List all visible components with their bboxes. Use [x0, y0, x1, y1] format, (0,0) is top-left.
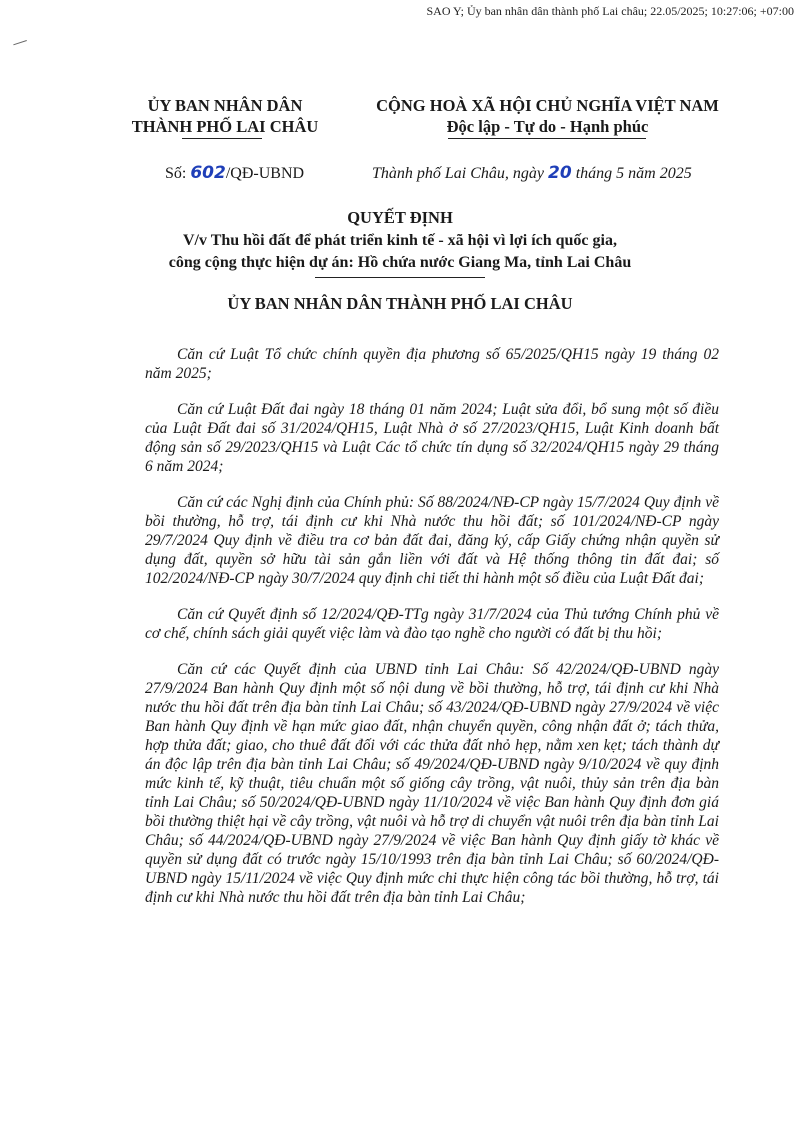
legal-basis-paragraph: Căn cứ Luật Đất đai ngày 18 tháng 01 năm 2024; Luật sửa đổi, bổ sung một số điều của Luật Đất đai số 31/2024/QH15, Luật Nhà ở số 27/2023/QH15, Luật Kinh doanh bất động sản số 29/2023/QH15 và Luật Các tổ chức tín dụng số 32/2024/QH15 ngày 29 tháng 6 năm 2024; — [145, 401, 719, 475]
docno-suffix: /QĐ-UBND — [225, 165, 305, 182]
agency-line-1: ỦY BAN NHÂN DÂN — [147, 96, 303, 115]
legal-basis-paragraph: Căn cứ Quyết định số 12/2024/QĐ-TTg ngày 31/7/2024 của Thủ tướng Chính phủ về cơ chế, chính sách giải quyết việc làm và đào tạo nghề cho người có đất bị thu hồi; — [145, 606, 719, 642]
document-type: QUYẾT ĐỊNH — [347, 208, 453, 227]
nation-line-2: Độc lập - Tự do - Hạnh phúc — [446, 117, 649, 136]
place-date-after: tháng 5 năm 2025 — [571, 165, 692, 182]
document-subject — [0, 230, 800, 274]
place-date-handwritten-day: 20 — [548, 163, 572, 183]
subject-line-2: công cộng thực hiện dự án: Hồ chứa nước Giang Ma, tỉnh Lai Châu — [168, 254, 632, 271]
subject-line-1: V/v Thu hồi đất để phát triển kinh tế - xã hội vì lợi ích quốc gia, — [183, 232, 617, 249]
digital-copy-stamp: SAO Y; Ủy ban nhân dân thành phố Lai châu; 22.05/2025; 10:27:06; +07:00 — [426, 4, 794, 18]
docno-handwritten: 602 — [190, 163, 226, 183]
national-motto — [370, 95, 725, 137]
place-and-date — [372, 163, 692, 183]
legal-basis-paragraph: Căn cứ các Quyết định của UBND tỉnh Lai Châu: Số 42/2024/QĐ-UBND ngày 27/9/2024 Ban hành Quy định một số nội dung về bồi thường, hỗ trợ, tái định cư khi Nhà nước thu hồi đất trên địa bàn tỉnh Lai Châu; số 43/2024/QĐ-UBND ngày 27/9/2024 về việc Ban hành Quy định về hạn mức giao đất, nhận chuyển quyền, công nhận đất ở; tách thửa, hợp thửa đất; giao, cho thuê đất đối với các thửa đất nhỏ hẹp, nằm xen kẹt; tách thành dự án độc lập trên địa bàn tỉnh Lai Châu; số 49/2024/QĐ-UBND ngày 9/10/2024 về quy định mức kinh tế, kỹ thuật, tiêu chuẩn một số giống cây trồng, vật nuôi, thủy sản trên địa bàn tỉnh Lai Châu; số 50/2024/QĐ-UBND ngày 11/10/2024 về việc Ban hành Quy định đơn giá bồi thường thiệt hại về cây trồng, vật nuôi và hỗ trợ di chuyển vật nuôi trên địa bàn tỉnh Lai Châu; số 44/2024/QĐ-UBND ngày 27/9/2024 về việc Ban hành Quy định giấy tờ khác về quyền sử dụng đất có trước ngày 15/10/1993 trên địa bàn tỉnh Lai Châu; số 60/2024/QĐ-UBND ngày 15/11/2024 về việc Quy định mức chi thực hiện công tác bồi thường, hỗ trợ, tái định cư khi Nhà nước thu hồi đất trên địa bàn tỉnh Lai Châu; — [145, 661, 719, 906]
motto-underline — [448, 138, 646, 139]
scan-mark — [13, 40, 28, 51]
document-number — [165, 163, 304, 183]
issuer-heading: ỦY BAN NHÂN DÂN THÀNH PHỐ LAI CHÂU — [227, 294, 573, 313]
legal-basis-paragraph: Căn cứ Luật Tổ chức chính quyền địa phương số 65/2025/QH15 ngày 19 tháng 02 năm 2025; — [145, 346, 719, 382]
document-body — [145, 345, 719, 907]
agency-line-2: THÀNH PHỐ LAI CHÂU — [131, 117, 319, 136]
agency-underline — [182, 138, 262, 139]
docno-prefix: Số: — [165, 165, 191, 182]
subject-underline — [315, 277, 485, 278]
place-date-before: Thành phố Lai Châu, ngày — [372, 165, 549, 182]
nation-line-1: CỘNG HOÀ XÃ HỘI CHỦ NGHĨA VIỆT NAM — [376, 96, 719, 115]
issuing-agency — [120, 95, 330, 137]
legal-basis-paragraph: Căn cứ các Nghị định của Chính phủ: Số 88/2024/NĐ-CP ngày 15/7/2024 Quy định về bồi thường, hỗ trợ, tái định cư khi Nhà nước thu hồi đất; số 101/2024/NĐ-CP ngày 29/7/2024 Quy định về điều tra cơ bản đất đai, đăng ký, cấp Giấy chứng nhận quyền sử dụng đất, quyền sở hữu tài sản gắn liền với đất và Hệ thống thông tin đất đai; số 102/2024/NĐ-CP ngày 30/7/2024 quy định chi tiết thi hành một số điều của Luật Đất đai; — [145, 494, 719, 587]
